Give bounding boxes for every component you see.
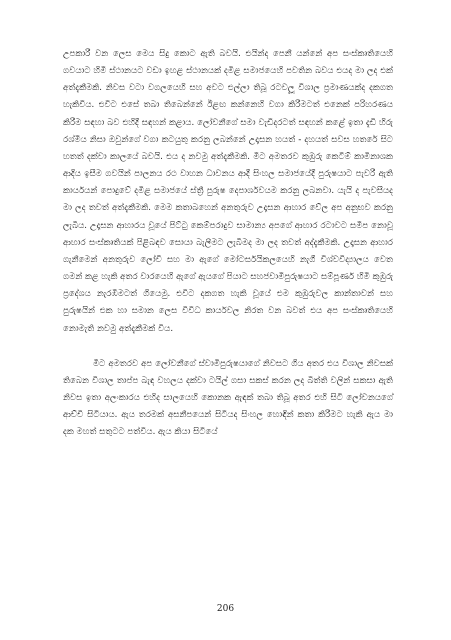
paragraph-1: උපකාරී වන ලෙස මෙය සිදු කොට ඇති බවයි. එයින්ද පෙනී යන්නේ අප සංස්කෘතියෙහි ගවයාට හිමි ස්ථානයට වඩා ඉහළ ස්ථානයක් දමිළ සමාජයෙහි පවතින බවය එයද මා ලද එක් අත්දැකීමකි. නිවස වටා වගලයෙහි සහ අවට එල්ලා තිබූ රටවලූ විශාල ප්‍රමාණයක්ද දකගත හැකිවිය. එවිට එසේ තබා තිබෙන්නේ ඊළඟ කන්නෙහි වගා කිරීමටත් එනෙක් පරිහරණය කිරීම සඳහා බව එහිදී සඳහන් කළාය. ලෝවනීගේ සමා වැඩිදරටත් සඳහන් කළේ ඉතා දැඩි හිරු රශ්මිය නිසා ඔවුන්ගේ වගා කටයුතු කරනු ලබන්නේ උදෑසන හයත් - දහයත් සවස හතරේ සිට හතත් දක්වා කාලයේ බවයි. එය ද නවමු අත්දැකීමකි. මීට අමතරව කුඹුරු කෙටීම් කාමිනාශක ආදිය ඉසීම ගවයින් පාලනය රථ වාහන ධාවනය ආදී සිංහල සමාජයේදී පුරුෂයාට පැවරී ඇති කාර්යයන් පොදුවේ දමිළ සමාජයේ ස්ත්‍රී පුරුෂ දෙපාර්ශවයම කරනු ලබනවා. යැයි ද පැවසීයද මා ලද තවත් අත්දැකීමකි. මෙම කතාබහෙන් අනතුරුව උදෑසන ආහාර වේල අප අනුභව කරනු ලැබීය. උදෑසන ආහාරය වූයේ පිට්ටු කෙම්පරාදුව සාමාන්‍ය අපගේ ආහාර රටාවට සමීප නොවූ ආහාර සංස්කෘතියක් පිළිබඳව සොයා බැලීමට ලැබීමද මා ලද තවත් අද්දැකීමකි. උදෑසන ආහාර ගැනීමෙන් අනතුරුව ලෝවී සහ මා ඇගේ මෝටර්සයිකලයෙහි නැගී විශ්වවිද්‍යාලය වෙත ගමන් කළ හැකි අතර වාරයෙහි ඇගේ ඇයගේ පියාට සහජවාමිපුරුෂයාට සම්පූර්ණ හිමි කුඹුරු ප්‍රදේශය නැරඹීමටත් ගියෙමු. එවිට දකගත හැකි වූයේ එම කුඹුරුවල කාන්තාවන් සහ පුරුෂයින් එක හා සමාන ලෙස විවිධ කාර්යවල නිරත වන බවත් එය අප සංස්කෘතියෙහි නොමැති නවමු අත්දැකීමක් විය. (63, 49, 394, 334)
page-number: 206 (216, 604, 235, 614)
body-text (63, 46, 393, 441)
paragraph-2: මීට අමතරව අප ලෝවනීගේ ස්වාමිපුරුෂයාගේ නිවසට ගිය අතර එය විශාල නිවසක් තිබෙන විශාල තාප්ප බැඳ වහලය දක්වා ටයිල් ගසා සකස් කරන ලද බිත්ති වලින් සකසා ඇති නිවස ඉතා අලංකාරය එහිද සාලයෙහි කොනක ඇඳක් තබා තිබූ අතර එහි සිටි ලෝවනයගේ ආච්චි සිටියාය. ඇය තරමක් අසනීපයෙන් සිටියද සිංහල හොඳින් කතා කිරීමට හැකි ඇය මා දක මහත් සතුටට පත්විය. ඇය කියා සිටියේ (63, 358, 393, 438)
